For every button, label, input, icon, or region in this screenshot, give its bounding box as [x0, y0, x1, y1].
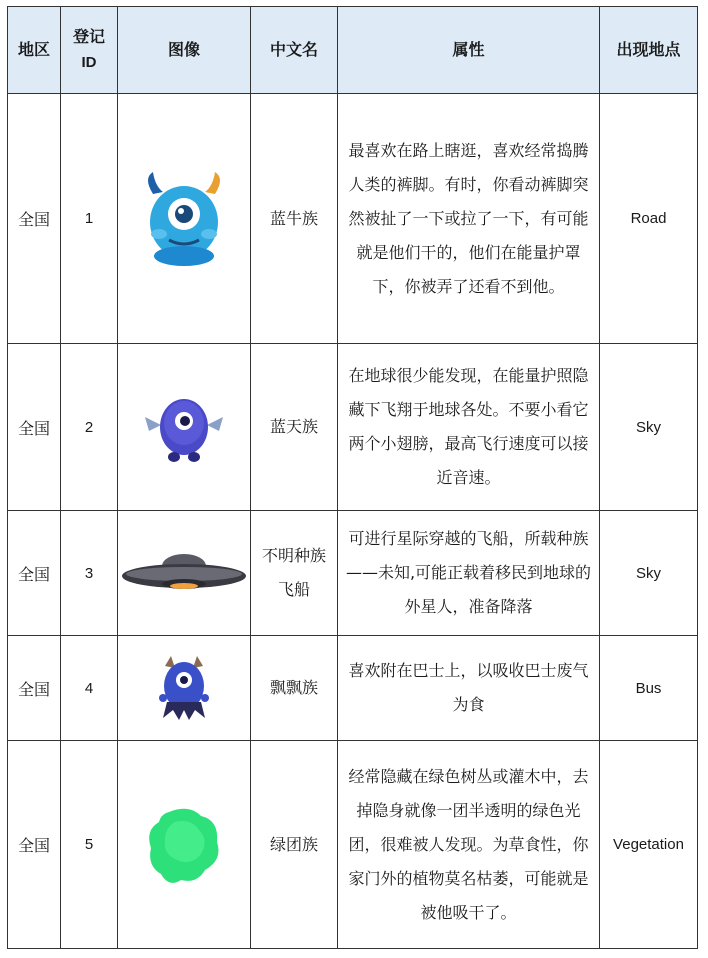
location-cell: Sky — [600, 511, 698, 636]
description-text: 最喜欢在路上瞎逛，喜欢经常捣腾人类的裤脚。有时，你看动裤脚突然被扯了一下或拉了一下，有可能就是他们干的，他们在能量护罩下，你被弄了还看不到他。 — [348, 140, 589, 296]
id-cell: 1 — [61, 94, 118, 344]
description-cell — [338, 344, 600, 511]
image-cell — [118, 511, 251, 636]
winged-blue-monster-icon — [139, 387, 229, 467]
image-cell — [118, 636, 251, 741]
flying-saucer-icon — [120, 548, 248, 598]
region-cell: 全国 — [8, 741, 61, 949]
region-cell: 全国 — [8, 344, 61, 511]
floating-blue-creature-icon — [149, 652, 219, 724]
header-location: 出现地点 — [600, 7, 698, 94]
description-text: 喜欢附在巴士上，以吸收巴士废气为食 — [348, 661, 589, 714]
region-cell: 全国 — [8, 636, 61, 741]
description-text: 在地球很少能发现，在能量护照隐藏下飞翔于地球各处。不要小看它两个小翅膀，最高飞行速度可以接近音速。 — [348, 366, 589, 487]
name-cell: 蓝天族 — [251, 344, 338, 511]
table-row — [8, 741, 698, 949]
description-cell — [338, 94, 600, 344]
location-cell: Bus — [600, 636, 698, 741]
header-row — [8, 7, 698, 94]
header-region: 地区 — [8, 7, 61, 94]
header-reg-id-line2: ID — [81, 54, 97, 71]
name-cell: 蓝牛族 — [251, 94, 338, 344]
header-chinese-name: 中文名 — [251, 7, 338, 94]
green-blob-icon — [139, 800, 229, 890]
table-row — [8, 636, 698, 741]
description-cell — [338, 741, 600, 949]
header-registration-id — [61, 7, 118, 94]
name-cell: 不明种族飞船 — [251, 511, 338, 636]
header-reg-id-line1: 登记 — [72, 27, 105, 46]
image-cell — [118, 344, 251, 511]
region-cell: 全国 — [8, 511, 61, 636]
region-cell: 全国 — [8, 94, 61, 344]
description-cell — [338, 511, 600, 636]
header-image: 图像 — [118, 7, 251, 94]
id-cell: 3 — [61, 511, 118, 636]
location-cell: Road — [600, 94, 698, 344]
header-attributes: 属性 — [338, 7, 600, 94]
id-cell: 4 — [61, 636, 118, 741]
description-cell — [338, 636, 600, 741]
description-text: 经常隐藏在绿色树丛或灌木中，去掉隐身就像一团半透明的绿色光团，很难被人发现。为草食性，你家门外的植物莫名枯萎，可能就是被他吸干了。 — [348, 766, 589, 922]
image-cell — [118, 94, 251, 344]
location-cell: Sky — [600, 344, 698, 511]
location-cell: Vegetation — [600, 741, 698, 949]
table-row — [8, 344, 698, 511]
name-cell: 飘飘族 — [251, 636, 338, 741]
blue-horned-monster-icon — [139, 164, 229, 274]
id-cell: 2 — [61, 344, 118, 511]
description-text: 可进行星际穿越的飞船，所载种族——未知,可能正载着移民到地球的外星人，准备降落 — [345, 529, 592, 616]
name-cell: 绿团族 — [251, 741, 338, 949]
id-cell: 5 — [61, 741, 118, 949]
table-row — [8, 94, 698, 344]
alien-species-table — [7, 6, 698, 949]
image-cell — [118, 741, 251, 949]
table-row — [8, 511, 698, 636]
